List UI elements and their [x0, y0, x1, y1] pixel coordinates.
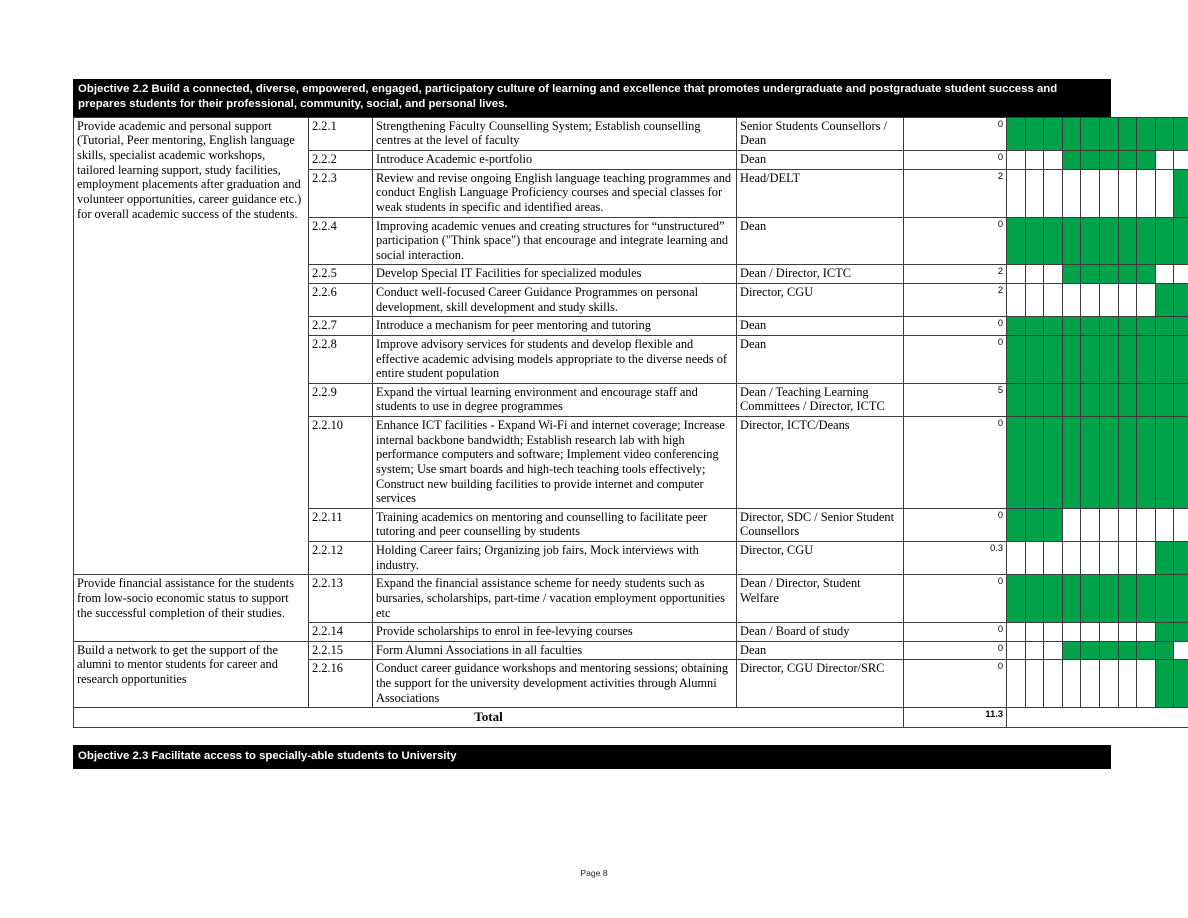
strategy-cell: Provide academic and personal support (Tutorial, Peer mentoring, English language skills, specialist academic workshops, tailored learning support, study facilities, employment placements after graduation and volunteer opportunities, career guidance etc.) for overall academic success of the students. [74, 117, 309, 575]
timeline-cell-q1 [1007, 623, 1026, 642]
timeline-cell-q4 [1062, 542, 1081, 575]
timeline-cell-q7 [1118, 660, 1137, 708]
activity-action-cell: Enhance ICT facilities - Expand Wi-Fi and internet coverage; Increase internal backbone bandwidth; Establish research lab with high performance computers and software; Implement video conferencing system; Use smart boards and high-tech teaching tools effectively; Construct new building facilities to provide internet and computer services [373, 417, 737, 509]
timeline-cell-q9 [1155, 335, 1174, 383]
responsibility-cell: Dean / Director, Student Welfare [737, 575, 904, 623]
activity-action-cell: Form Alumni Associations in all faculties [373, 641, 737, 660]
timeline-cell-q2 [1025, 169, 1044, 217]
timeline-cell-q5 [1081, 335, 1100, 383]
timeline-cell-q8 [1137, 151, 1156, 170]
value-cell: 0 [904, 623, 1007, 642]
timeline-cell-q8 [1137, 317, 1156, 336]
timeline-cell-q8 [1137, 383, 1156, 416]
timeline-cell-q9 [1155, 641, 1174, 660]
activity-code-cell: 2.2.16 [309, 660, 373, 708]
value-cell: 0 [904, 508, 1007, 541]
timeline-cell-q8 [1137, 660, 1156, 708]
strategy-cell: Provide financial assistance for the students from low-socio economic status to support the successful completion of their studies. [74, 575, 309, 642]
timeline-cell-q10 [1174, 117, 1188, 150]
timeline-cell-q2 [1025, 417, 1044, 509]
responsibility-cell: Dean [737, 217, 904, 265]
timeline-cell-q4 [1062, 641, 1081, 660]
timeline-cell-q3 [1044, 417, 1063, 509]
timeline-cell-q10 [1174, 660, 1188, 708]
activity-code-cell: 2.2.12 [309, 542, 373, 575]
timeline-cell-q5 [1081, 317, 1100, 336]
activity-action-cell: Improving academic venues and creating structures for “unstructured” participation ("Think space") that encourage and integrate learning and social interaction. [373, 217, 737, 265]
timeline-cell-q4 [1062, 575, 1081, 623]
timeline-cell-q6 [1099, 660, 1118, 708]
timeline-cell-q3 [1044, 623, 1063, 642]
timeline-cell-q3 [1044, 284, 1063, 317]
timeline-cell-q8 [1137, 284, 1156, 317]
activity-action-cell: Expand the financial assistance scheme for needy students such as bursaries, scholarships, part-time / vacation employment opportunities etc [373, 575, 737, 623]
timeline-cell-q2 [1025, 508, 1044, 541]
strategy-cell: Build a network to get the support of the alumni to mentor students for career and research opportunities [74, 641, 309, 708]
timeline-cell-q3 [1044, 217, 1063, 265]
responsibility-cell: Dean [737, 641, 904, 660]
timeline-cell-q7 [1118, 623, 1137, 642]
timeline-cell-q10 [1174, 641, 1188, 660]
activity-code-cell: 2.2.4 [309, 217, 373, 265]
timeline-cell-q4 [1062, 623, 1081, 642]
timeline-cell-q1 [1007, 169, 1026, 217]
timeline-cell-q9 [1155, 317, 1174, 336]
total-timeline-blank [1007, 708, 1188, 727]
timeline-cell-q5 [1081, 508, 1100, 541]
timeline-cell-q6 [1099, 508, 1118, 541]
activity-code-cell: 2.2.10 [309, 417, 373, 509]
responsibility-cell: Director, CGU [737, 542, 904, 575]
timeline-cell-q4 [1062, 335, 1081, 383]
timeline-cell-q5 [1081, 542, 1100, 575]
timeline-cell-q8 [1137, 508, 1156, 541]
responsibility-cell: Head/DELT [737, 169, 904, 217]
timeline-cell-q3 [1044, 383, 1063, 416]
timeline-cell-q4 [1062, 217, 1081, 265]
activity-action-cell: Improve advisory services for students and develop flexible and effective academic advising models appropriate to the diverse needs of entire student population [373, 335, 737, 383]
timeline-cell-q8 [1137, 217, 1156, 265]
timeline-cell-q8 [1137, 335, 1156, 383]
objective-2-2-banner: Objective 2.2 Build a connected, diverse, empowered, engaged, participatory culture of learning and excellence that promotes undergraduate and postgraduate student success and prepares students for their professional, community, social, and personal lives. [73, 79, 1111, 117]
timeline-cell-q1 [1007, 542, 1026, 575]
activity-code-cell: 2.2.13 [309, 575, 373, 623]
responsibility-cell: Dean [737, 317, 904, 336]
timeline-cell-q7 [1118, 317, 1137, 336]
timeline-cell-q5 [1081, 641, 1100, 660]
timeline-cell-q5 [1081, 151, 1100, 170]
timeline-cell-q9 [1155, 542, 1174, 575]
total-value: 11.3 [904, 708, 1007, 727]
timeline-cell-q4 [1062, 265, 1081, 284]
timeline-cell-q5 [1081, 575, 1100, 623]
timeline-cell-q2 [1025, 151, 1044, 170]
timeline-cell-q3 [1044, 641, 1063, 660]
timeline-cell-q5 [1081, 217, 1100, 265]
responsibility-cell: Dean [737, 151, 904, 170]
sheet-spacer [73, 728, 1111, 745]
timeline-cell-q10 [1174, 575, 1188, 623]
value-cell: 0 [904, 335, 1007, 383]
timeline-cell-q8 [1137, 169, 1156, 217]
timeline-cell-q4 [1062, 660, 1081, 708]
value-cell: 0 [904, 117, 1007, 150]
timeline-cell-q6 [1099, 117, 1118, 150]
timeline-cell-q4 [1062, 151, 1081, 170]
timeline-cell-q2 [1025, 317, 1044, 336]
timeline-cell-q5 [1081, 284, 1100, 317]
timeline-cell-q1 [1007, 575, 1026, 623]
table-row [74, 641, 1188, 660]
value-cell: 0.3 [904, 542, 1007, 575]
timeline-cell-q9 [1155, 383, 1174, 416]
table-row [74, 117, 1188, 150]
timeline-cell-q7 [1118, 117, 1137, 150]
activity-action-cell: Introduce a mechanism for peer mentoring and tutoring [373, 317, 737, 336]
timeline-cell-q6 [1099, 383, 1118, 416]
timeline-cell-q9 [1155, 217, 1174, 265]
timeline-cell-q7 [1118, 335, 1137, 383]
responsibility-cell: Director, CGU Director/SRC [737, 660, 904, 708]
activity-action-cell: Conduct career guidance workshops and mentoring sessions; obtaining the support for the university development activities through Alumni Associations [373, 660, 737, 708]
timeline-cell-q4 [1062, 417, 1081, 509]
timeline-cell-q5 [1081, 660, 1100, 708]
value-cell: 0 [904, 417, 1007, 509]
value-cell: 2 [904, 169, 1007, 217]
table-row [74, 575, 1188, 623]
value-cell: 0 [904, 641, 1007, 660]
timeline-cell-q3 [1044, 575, 1063, 623]
timeline-cell-q7 [1118, 575, 1137, 623]
timeline-cell-q5 [1081, 623, 1100, 642]
timeline-cell-q2 [1025, 641, 1044, 660]
timeline-cell-q9 [1155, 265, 1174, 284]
timeline-cell-q4 [1062, 284, 1081, 317]
timeline-cell-q6 [1099, 623, 1118, 642]
activity-code-cell: 2.2.2 [309, 151, 373, 170]
timeline-cell-q8 [1137, 623, 1156, 642]
timeline-cell-q5 [1081, 117, 1100, 150]
activity-action-cell: Holding Career fairs; Organizing job fairs, Mock interviews with industry. [373, 542, 737, 575]
timeline-cell-q10 [1174, 265, 1188, 284]
timeline-cell-q10 [1174, 542, 1188, 575]
responsibility-cell: Director, CGU [737, 284, 904, 317]
activity-action-cell: Expand the virtual learning environment and encourage staff and students to use in degree programmes [373, 383, 737, 416]
total-label: Total [74, 708, 904, 727]
timeline-cell-q10 [1174, 169, 1188, 217]
timeline-cell-q5 [1081, 169, 1100, 217]
timeline-cell-q2 [1025, 623, 1044, 642]
timeline-cell-q10 [1174, 383, 1188, 416]
activity-action-cell: Provide scholarships to enrol in fee-levying courses [373, 623, 737, 642]
timeline-cell-q6 [1099, 151, 1118, 170]
timeline-cell-q10 [1174, 623, 1188, 642]
activity-code-cell: 2.2.3 [309, 169, 373, 217]
total-row [74, 708, 1188, 727]
timeline-cell-q8 [1137, 417, 1156, 509]
timeline-cell-q1 [1007, 417, 1026, 509]
timeline-cell-q9 [1155, 575, 1174, 623]
timeline-cell-q6 [1099, 317, 1118, 336]
timeline-cell-q6 [1099, 284, 1118, 317]
plan-sheet [73, 79, 1111, 769]
timeline-cell-q4 [1062, 383, 1081, 416]
responsibility-cell: Senior Students Counsellors / Dean [737, 117, 904, 150]
responsibility-cell: Dean / Board of study [737, 623, 904, 642]
timeline-cell-q8 [1137, 117, 1156, 150]
timeline-cell-q7 [1118, 417, 1137, 509]
timeline-cell-q10 [1174, 335, 1188, 383]
activity-code-cell: 2.2.9 [309, 383, 373, 416]
timeline-cell-q7 [1118, 641, 1137, 660]
timeline-cell-q1 [1007, 117, 1026, 150]
value-cell: 2 [904, 265, 1007, 284]
timeline-cell-q2 [1025, 542, 1044, 575]
timeline-cell-q3 [1044, 265, 1063, 284]
timeline-cell-q7 [1118, 508, 1137, 541]
timeline-cell-q8 [1137, 265, 1156, 284]
timeline-cell-q7 [1118, 383, 1137, 416]
timeline-cell-q6 [1099, 335, 1118, 383]
value-cell: 0 [904, 217, 1007, 265]
value-cell: 2 [904, 284, 1007, 317]
timeline-cell-q5 [1081, 417, 1100, 509]
timeline-cell-q10 [1174, 217, 1188, 265]
timeline-cell-q3 [1044, 117, 1063, 150]
timeline-cell-q6 [1099, 641, 1118, 660]
timeline-cell-q10 [1174, 417, 1188, 509]
timeline-cell-q7 [1118, 542, 1137, 575]
timeline-cell-q3 [1044, 542, 1063, 575]
timeline-cell-q3 [1044, 317, 1063, 336]
timeline-cell-q7 [1118, 169, 1137, 217]
timeline-cell-q9 [1155, 284, 1174, 317]
timeline-cell-q3 [1044, 660, 1063, 708]
activity-action-cell: Strengthening Faculty Counselling System; Establish counselling centres at the level of faculty [373, 117, 737, 150]
timeline-cell-q9 [1155, 117, 1174, 150]
timeline-cell-q10 [1174, 151, 1188, 170]
timeline-cell-q1 [1007, 265, 1026, 284]
timeline-cell-q1 [1007, 317, 1026, 336]
timeline-cell-q3 [1044, 335, 1063, 383]
timeline-cell-q1 [1007, 335, 1026, 383]
timeline-cell-q3 [1044, 508, 1063, 541]
timeline-cell-q1 [1007, 641, 1026, 660]
objective-2-3-banner: Objective 2.3 Facilitate access to specially-able students to University [73, 745, 1111, 769]
timeline-cell-q6 [1099, 575, 1118, 623]
activity-action-cell: Training academics on mentoring and counselling to facilitate peer tutoring and peer counselling by students [373, 508, 737, 541]
timeline-cell-q4 [1062, 508, 1081, 541]
activity-action-cell: Conduct well-focused Career Guidance Programmes on personal development, skill development and study skills. [373, 284, 737, 317]
responsibility-cell: Dean [737, 335, 904, 383]
activity-action-cell: Develop Special IT Facilities for specialized modules [373, 265, 737, 284]
timeline-cell-q2 [1025, 575, 1044, 623]
timeline-cell-q5 [1081, 265, 1100, 284]
timeline-cell-q2 [1025, 117, 1044, 150]
timeline-cell-q6 [1099, 169, 1118, 217]
activity-code-cell: 2.2.11 [309, 508, 373, 541]
responsibility-cell: Director, SDC / Senior Student Counsellors [737, 508, 904, 541]
timeline-cell-q2 [1025, 660, 1044, 708]
timeline-cell-q3 [1044, 169, 1063, 217]
timeline-cell-q2 [1025, 335, 1044, 383]
timeline-cell-q9 [1155, 151, 1174, 170]
timeline-cell-q4 [1062, 169, 1081, 217]
timeline-cell-q1 [1007, 383, 1026, 416]
activity-code-cell: 2.2.5 [309, 265, 373, 284]
timeline-cell-q1 [1007, 284, 1026, 317]
timeline-cell-q3 [1044, 151, 1063, 170]
timeline-cell-q1 [1007, 217, 1026, 265]
timeline-cell-q7 [1118, 265, 1137, 284]
activity-action-cell: Review and revise ongoing English language teaching programmes and conduct English Language Proficiency courses and special classes for weak students in specific and identified areas. [373, 169, 737, 217]
timeline-cell-q6 [1099, 417, 1118, 509]
timeline-cell-q9 [1155, 508, 1174, 541]
timeline-cell-q10 [1174, 508, 1188, 541]
activity-code-cell: 2.2.8 [309, 335, 373, 383]
timeline-cell-q9 [1155, 660, 1174, 708]
timeline-cell-q7 [1118, 151, 1137, 170]
activity-code-cell: 2.2.7 [309, 317, 373, 336]
timeline-cell-q7 [1118, 217, 1137, 265]
responsibility-cell: Dean / Director, ICTC [737, 265, 904, 284]
activity-code-cell: 2.2.14 [309, 623, 373, 642]
activity-code-cell: 2.2.6 [309, 284, 373, 317]
timeline-cell-q9 [1155, 417, 1174, 509]
timeline-cell-q6 [1099, 265, 1118, 284]
timeline-cell-q6 [1099, 542, 1118, 575]
timeline-cell-q5 [1081, 383, 1100, 416]
timeline-cell-q9 [1155, 623, 1174, 642]
objective-2-2-table [73, 117, 1188, 728]
timeline-cell-q8 [1137, 641, 1156, 660]
value-cell: 0 [904, 151, 1007, 170]
timeline-cell-q7 [1118, 284, 1137, 317]
timeline-cell-q4 [1062, 317, 1081, 336]
value-cell: 0 [904, 660, 1007, 708]
timeline-cell-q6 [1099, 217, 1118, 265]
timeline-cell-q10 [1174, 317, 1188, 336]
activity-action-cell: Introduce Academic e-portfolio [373, 151, 737, 170]
timeline-cell-q2 [1025, 383, 1044, 416]
timeline-cell-q1 [1007, 508, 1026, 541]
timeline-cell-q1 [1007, 151, 1026, 170]
timeline-cell-q8 [1137, 542, 1156, 575]
timeline-cell-q9 [1155, 169, 1174, 217]
timeline-cell-q1 [1007, 660, 1026, 708]
responsibility-cell: Director, ICTC/Deans [737, 417, 904, 509]
timeline-cell-q2 [1025, 217, 1044, 265]
value-cell: 5 [904, 383, 1007, 416]
timeline-cell-q2 [1025, 284, 1044, 317]
value-cell: 0 [904, 575, 1007, 623]
timeline-cell-q10 [1174, 284, 1188, 317]
timeline-cell-q2 [1025, 265, 1044, 284]
timeline-cell-q4 [1062, 117, 1081, 150]
responsibility-cell: Dean / Teaching Learning Committees / Director, ICTC [737, 383, 904, 416]
activity-code-cell: 2.2.15 [309, 641, 373, 660]
activity-code-cell: 2.2.1 [309, 117, 373, 150]
page-footer: Page 8 [580, 868, 608, 878]
value-cell: 0 [904, 317, 1007, 336]
timeline-cell-q8 [1137, 575, 1156, 623]
